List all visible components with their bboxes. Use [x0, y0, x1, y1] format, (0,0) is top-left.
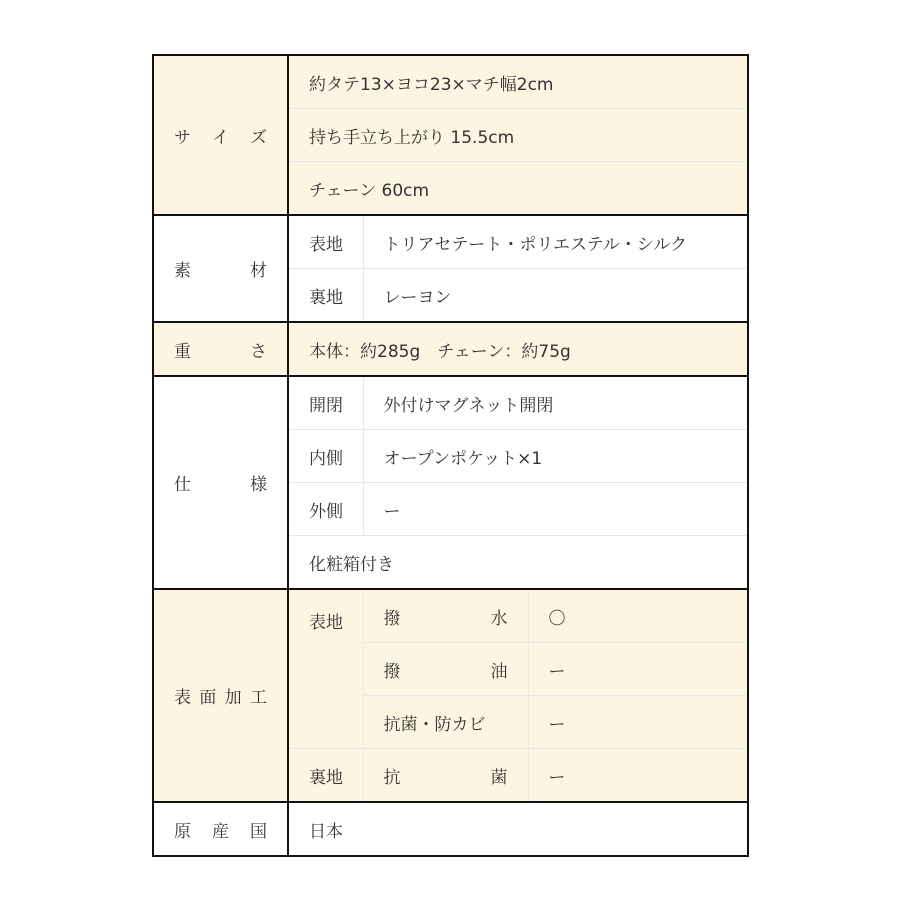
size-row — [153, 55, 748, 109]
finish-row — [153, 589, 748, 643]
origin-header: 原 産 国 — [153, 802, 288, 856]
spec-outside-value: ー — [363, 483, 748, 536]
spec-row — [153, 376, 748, 430]
finish-outer-label: 表地 — [288, 589, 363, 749]
finish-antimold-name: 抗菌・防カビ — [363, 696, 528, 749]
finish-antibac-name: 抗 菌 — [363, 749, 528, 803]
finish-water-value: 〇 — [528, 589, 748, 643]
origin-row — [153, 802, 748, 856]
spec-closure-label: 開閉 — [288, 376, 363, 430]
weight-value: 本体：約285g チェーン：約75g — [288, 322, 748, 376]
material-outer-label: 表地 — [288, 215, 363, 269]
spec-gift-box: 化粧箱付き — [288, 536, 748, 590]
material-header: 素 材 — [153, 215, 288, 322]
material-lining-label: 裏地 — [288, 269, 363, 323]
material-row — [153, 215, 748, 269]
finish-antimold-value: ー — [528, 696, 748, 749]
spec-inside-value: オープンポケット×1 — [363, 430, 748, 483]
size-chain: チェーン 60cm — [288, 162, 748, 216]
finish-oil-name: 撥 油 — [363, 643, 528, 696]
material-outer-value: トリアセテート・ポリエステル・シルク — [363, 215, 748, 269]
spec-header: 仕 様 — [153, 376, 288, 589]
size-handle-drop: 持ち手立ち上がり 15.5cm — [288, 109, 748, 162]
product-spec-table — [152, 54, 749, 857]
size-dimensions: 約タテ13×ヨコ23×マチ幅2cm — [288, 55, 748, 109]
finish-header: 表 面 加 工 — [153, 589, 288, 802]
finish-lining-label: 裏地 — [288, 749, 363, 803]
material-lining-value: レーヨン — [363, 269, 748, 323]
finish-water-name: 撥 水 — [363, 589, 528, 643]
spec-inside-label: 内側 — [288, 430, 363, 483]
finish-antibac-value: ー — [528, 749, 748, 803]
weight-row — [153, 322, 748, 376]
origin-value: 日本 — [288, 802, 748, 856]
finish-oil-value: ー — [528, 643, 748, 696]
spec-closure-value: 外付けマグネット開閉 — [363, 376, 748, 430]
size-header: サ イ ズ — [153, 55, 288, 215]
weight-header: 重 さ — [153, 322, 288, 376]
spec-outside-label: 外側 — [288, 483, 363, 536]
